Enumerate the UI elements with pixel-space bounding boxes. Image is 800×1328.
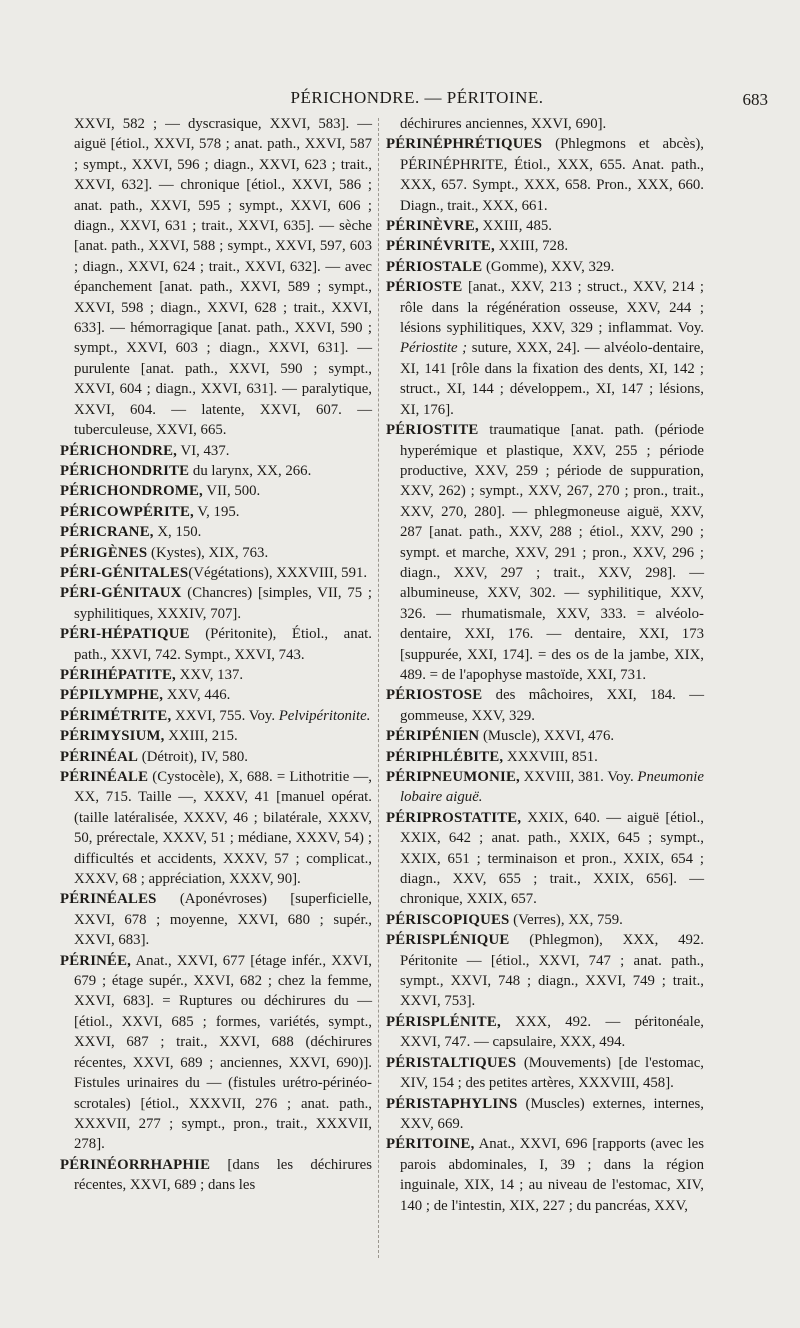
entry-text: (Verres), XX, 759. [509,911,623,928]
index-entry [60,441,372,461]
entry-headword: PÉRITOINE, [386,1136,475,1153]
entry-headword: PÉRIGÈNES [60,544,148,561]
entry-headword: PÉRIPÉNIEN [386,728,480,745]
index-entry [60,665,372,685]
index-entry [60,563,372,583]
entry-headword: PÉRIPNEUMONIE, [386,769,520,785]
entry-text: V, 195. [193,503,240,520]
index-entry [60,543,372,563]
index-entry [60,767,372,889]
entry-text: Anat., XXVI, 677 [étage infér., XXVI, 679 ; étage supér., XXVI, 682 ; chez la femme, XXVI, 683]. = Ruptures ou déchirures du — [étiol., XXVI, 685 ; formes, variétés, sympt., XXVI, 687 ; trait., XXVI, 688 (déchirures récentes, XXVI, 689 ; anciennes, XXVI, 690)]. Fistules urinaires du — (fistules urétro-périnéo-scrotales) [étiol., XXXVII, 276 ; anat. path., XXXVII, 277 ; sympt., pron., trait., XXXVII, 278]. [74,952,372,1153]
index-entry [386,277,704,420]
index-entry [60,889,372,950]
entry-headword: PÉRINÉAL [60,748,139,765]
index-entry [386,767,704,808]
index-entry [60,583,372,624]
entry-text: déchirures anciennes, XXVI, 690]. [400,116,607,132]
entry-headword: PÉRISTAPHYLINS [386,1095,518,1112]
entry-headword: PÉRIHÉPATITE, [60,666,176,683]
entry-headword: PÉRIMYSIUM, [60,728,165,745]
index-entry [60,706,372,726]
running-head [60,86,774,114]
entry-text-tail: suture, XXX, 24]. — alvéolo-dentaire, XI, 141 [rôle dans la fixation des dents, XI, 142 ; struct., XI, 144 ; développem., XI, 147 ; lésions, XI, 176]. [400,340,704,418]
entry-text: XXIII, 728. [494,238,569,255]
entry-text: (Kystes), XIX, 763. [147,544,269,561]
index-entry [60,1155,372,1196]
entry-headword: PÉRISCOPIQUES [386,911,510,928]
entry-headword: PÉRI-HÉPATIQUE [60,626,190,643]
entry-italic-text: Pelvipéritonite. [278,707,371,724]
index-entry [386,726,704,746]
index-entry [386,1012,704,1053]
entry-text: VI, 437. [177,442,230,459]
entry-text: (Phlegmons et abcès), PÉRINÉPHRITE, Étiol., XXX, 655. Anat. path., XXX, 657. Sympt., XXX, 658. Pron., XXX, 660. Diagn., trait., XXX, 661. [400,136,704,214]
entry-text: (Végétations), XXXVIII, 591. [188,564,368,581]
entry-text: des mâchoires, XXI, 184. — gommeuse, XXV, 329. [400,687,704,724]
index-entry [386,1134,704,1216]
entry-text: X, 150. [153,524,202,541]
entry-headword: PÉPILYMPHE, [60,687,164,704]
entry-text: XXV, 137. [175,666,244,683]
index-entry [386,1094,704,1135]
entry-headword: PÉRINÉALE [60,769,149,785]
index-entry [60,461,372,481]
entry-headword: PÉRIOSTOSE [386,687,483,704]
index-entry [386,420,704,685]
entry-headword: PÉRIOSTE [386,279,463,296]
index-entry [386,1053,704,1094]
entry-headword: PÉRINÉVRITE, [386,238,495,255]
entry-headword: PÉRICHONDRE, [60,442,178,459]
entry-text: XXVIII, 381. Voy. [519,769,638,785]
index-entry [386,930,704,1012]
entry-text: XXXVIII, 851. [503,748,598,765]
entry-headword: PÉRIPROSTATITE, [386,809,522,826]
entry-headword: PÉRINÉE, [60,952,132,969]
entry-text: XXVI, 582 ; — dyscrasique, XXVI, 583]. — aiguë [étiol., XXVI, 578 ; anat. path., XXVI, 587 ; sympt., XXVI, 596 ; diagn., XXVI, 623 ; trait., XXVI, 632]. — chronique [étiol., XXVI, 586 ; anat. path., XXVI, 595 ; sympt., XXVI, 606 ; diagn., XXVI, 631 ; trait., XXVI, 635]. — sèche [anat. path., XXVI, 588 ; sympt., XXVI, 597, 603 ; diagn., XXVI, 624 ; trait., XXVI, 632]. — avec épanchement [anat. path., XXVI, 589 ; sympt., XXVI, 598 ; diagn., XXVI, 628 ; trait., XXVI, 633]. — hémorragique [anat. path., XXVI, 590 ; sympt., XXVI, 603 ; diagn., XXVI, 631]. — purulente [anat. path., XXVI, 590 ; sympt., XXVI, 604 ; diagn., XXVI, 631]. — paralytique, XXVI, 604. — latente, XXVI, 607. — tuberculeuse, XXVI, 665. [74,116,372,439]
index-entry [60,624,372,665]
entry-text: traumatique [anat. path. (période hyperémique et plastique, XXV, 255 ; période productive, XXV, 259 ; période de suppuration, XXV, 262) ; sympt., XXV, 267, 270 ; pron., trait., XXV, 270, 280]. — phlegmoneuse aiguë, XXV, 287 [anat. path., XXV, 288 ; étiol., XXV, 290 ; sympt. et marche, XXV, 291 ; pron., XXV, 296 ; diagn., XXV, 297 ; trait., XXV, 298]. — albumineuse, XXV, 302. — syphilitique, XXV, 326. — rhumatismale, XXV, 333. = alvéolo-dentaire, XXI, 176. — dentaire, XXI, 173 [suppurée, XXI, 174]. = des os de la jambe, XIX, 489. = de l'apophyse mastoïde, XXI, 731. [400,422,704,683]
entry-text: Anat., XXVI, 696 [rapports (avec les parois abdominales, I, 39 ; dans la région inguinale, XIX, 14 ; au niveau de l'estomac, XIV, 140 ; de l'intestin, XIX, 227 ; du pancréas, XXV, [400,1136,704,1214]
index-entry [60,951,372,1155]
entry-headword: PÉRICHONDRITE [60,462,190,479]
index-entry [386,257,704,277]
entry-headword: PÉRISPLÉNIQUE [386,932,510,949]
entry-text: (Aponévroses) [superficielle, XXVI, 678 ; moyenne, XXVI, 680 ; supér., XXVI, 683]. [74,891,372,949]
entry-text: (Muscles) externes, internes, XXV, 669. [400,1095,704,1132]
entry-headword: PÉRICHONDROME, [60,483,203,500]
left-column [60,114,372,1196]
index-entry [386,685,704,726]
index-entry [386,747,704,767]
index-entry [60,114,372,441]
entry-text: XXIII, 215. [164,728,238,745]
index-entry [60,502,372,522]
index-entry [386,808,704,910]
entry-text: XXX, 492. — péritonéale, XXVI, 747. — capsulaire, XXX, 494. [400,1013,704,1051]
entry-text: [dans les déchirures récentes, XXVI, 689 ; dans les [74,1156,372,1194]
entry-italic-text: Périostite ; [400,340,468,357]
entry-headword: PÉRINÉORRHAPHIE [60,1156,211,1173]
entry-headword: PÉRINÈVRE, [386,218,479,235]
index-entry [60,685,372,705]
index-entry [60,481,372,501]
entry-text: (Gomme), XXV, 329. [482,258,615,275]
entry-headword: PÉRIMÉTRITE, [60,707,172,724]
entry-text: (Muscle), XXVI, 476. [479,728,615,745]
entry-text: (Chancres) [simples, VII, 75 ; syphilitiques, XXXIV, 707]. [74,585,372,622]
entry-text: (Péritonite), Étiol., anat. path., XXVI, 742. Sympt., XXVI, 743. [74,626,372,663]
column-divider [378,118,379,1258]
page-number: 683 [742,90,768,109]
entry-text: XXIII, 485. [478,218,553,235]
index-entry [386,236,704,256]
entry-text: (Mouvements) [de l'estomac, XIV, 154 ; des petites artères, XXXVIII, 458]. [400,1054,704,1092]
entry-headword: PÉRIOSTITE [386,422,479,439]
entry-text: (Cystocèle), X, 688. = Lithotritie —, XX, 715. Taille —, XXXV, 41 [manuel opérat. (taille latéralisée, XXXV, 46 ; bilatérale, XXXV, 50, prérectale, XXXV, 51 ; médiane, XXXV, 54) ; difficultés et accidents, XXXV, 57 ; complicat., XXXV, 68 ; appréciation, XXXV, 90]. [74,769,372,888]
page-title: PÉRICHONDRE. — PÉRITOINE. [290,88,544,107]
entry-text: XXV, 446. [163,687,231,704]
entry-headword: PÉRINÉPHRÉTIQUES [386,136,543,153]
entry-headword: PÉRI-GÉNITALES [60,564,189,581]
entry-text: XXIX, 640. — aiguë [étiol., XXIX, 642 ; anat. path., XXIX, 645 ; sympt., XXIX, 651 ; terminaison et pron., XXIX, 654 ; diagn., XXV, 655 ; trait., XXIX, 656]. — chronique, XXIX, 657. [400,809,704,908]
entry-text: XXVI, 755. Voy. [171,707,279,724]
entry-text: (Phlegmon), XXX, 492. Péritonite — [étiol., XXVI, 747 ; anat. path., sympt., XXVI, 748 ; diagn., XXVI, 749 ; trait., XXVI, 753]. [400,932,704,1010]
index-entry [386,216,704,236]
entry-headword: PÉRICRANE, [60,524,154,541]
index-entry [60,726,372,746]
entry-text: du larynx, XX, 266. [189,462,312,479]
entry-text: (Détroit), IV, 580. [138,748,248,765]
entry-text: VII, 500. [202,483,261,500]
index-entry [60,522,372,542]
entry-headword: PÉRICOWPÉRITE, [60,503,194,520]
entry-italic-text: Pneumonie lobaire aiguë. [400,769,704,806]
index-entry [386,114,704,134]
right-column [386,114,704,1216]
entry-headword: PÉRIPHLÉBITE, [386,748,504,765]
index-entry [386,134,704,216]
entry-headword: PÉRIOSTALE [386,258,483,275]
entry-headword: PÉRISTALTIQUES [386,1054,517,1071]
entry-text: [anat., XXV, 213 ; struct., XXV, 214 ; rôle dans la régénération osseuse, XXV, 244 ; lésions syphilitiques, XXV, 329 ; inflammat. Voy. [400,279,704,337]
entry-headword: PÉRINÉALES [60,891,157,908]
index-entry [386,910,704,930]
entry-headword: PÉRI-GÉNITAUX [60,585,182,602]
index-entry [60,747,372,767]
entry-headword: PÉRISPLÉNITE, [386,1013,501,1030]
